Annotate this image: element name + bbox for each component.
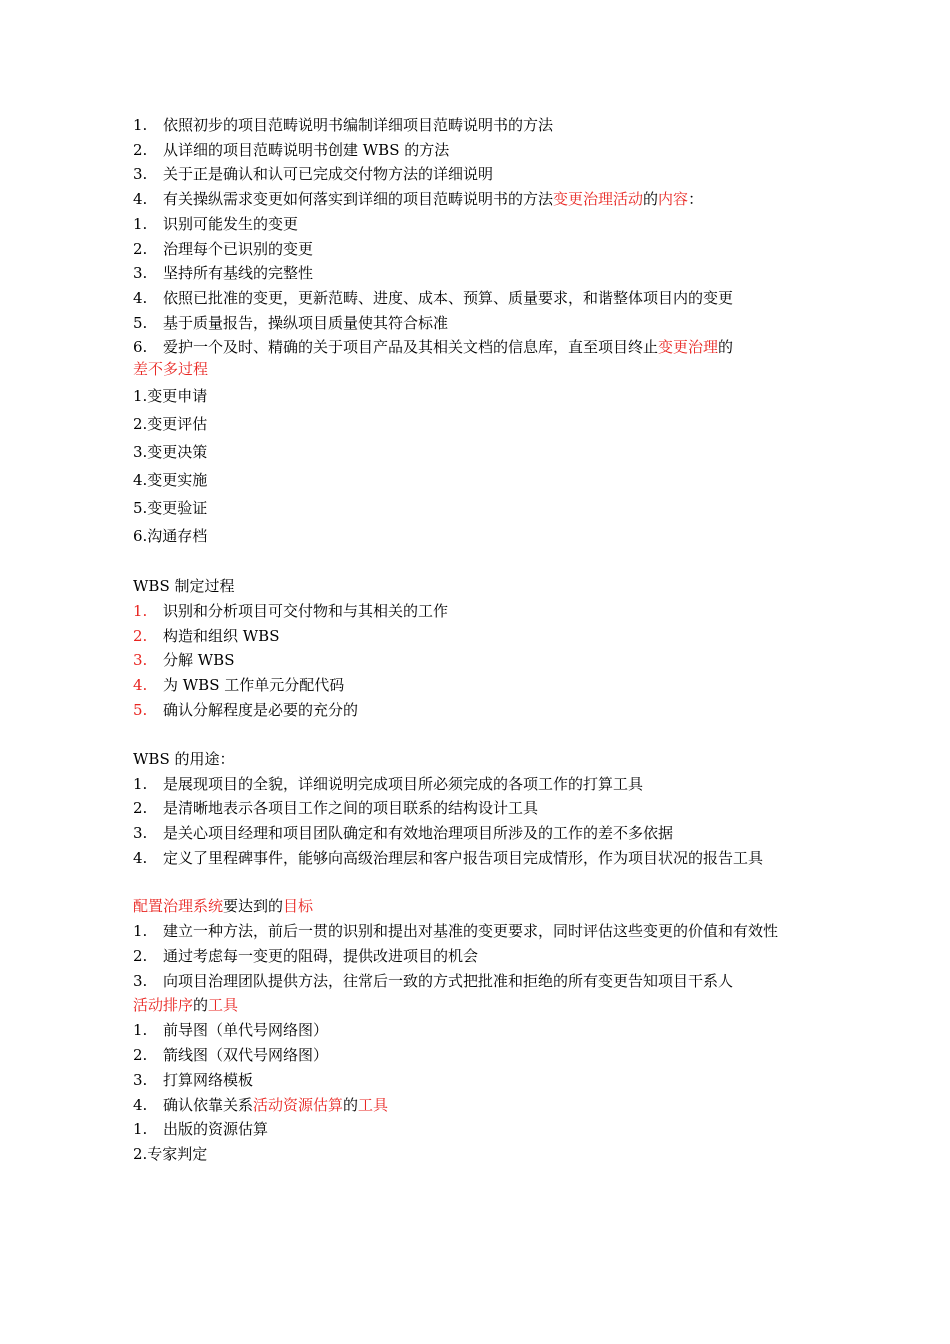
- change-activities-list: [133, 212, 823, 360]
- item-text: 出版的资源估算: [163, 1120, 269, 1139]
- item-number: 3.: [133, 165, 148, 184]
- item-number: 1.: [133, 774, 148, 793]
- item-text: 通过考虑每一变更的阻碍，提供改进项目的机会: [163, 947, 479, 966]
- item-text-part: ：: [688, 190, 704, 209]
- config-goal-list: [133, 919, 823, 993]
- item-number: 2.: [133, 239, 148, 258]
- wbs-use-heading: WBS 的用途：: [133, 749, 235, 768]
- item-text: 打算网络模板: [163, 1070, 254, 1089]
- highlight-goal: 目标: [283, 897, 314, 916]
- item-number: 1.: [133, 922, 148, 941]
- item-number: 3.: [133, 264, 148, 283]
- highlight-content: 内容: [658, 190, 689, 209]
- item-number: 1.: [133, 1120, 148, 1139]
- item-number: 1.: [133, 602, 148, 621]
- item-number: 4.: [133, 288, 148, 307]
- item-number: 2.: [133, 947, 148, 966]
- list-item: [133, 919, 823, 944]
- process-step: 4.变更实施: [133, 471, 208, 490]
- config-goal-heading: [133, 894, 823, 919]
- list-item: [133, 212, 823, 237]
- list-item: [133, 311, 823, 336]
- list-item: [133, 237, 823, 262]
- item-text: 依照初步的项目范畴说明书编制详细项目范畴说明书的方法: [163, 116, 554, 134]
- item-number: 5.: [133, 313, 148, 332]
- list-item: [133, 1018, 823, 1043]
- highlight-resource-estimate: 活动资源估算: [253, 1095, 344, 1114]
- item-number: 2.: [133, 799, 148, 818]
- scope-list: [133, 113, 823, 212]
- item-text: 建立一种方法，前后一贯的识别和提出对基准的变更要求，同时评估这些变更的价值和有效性: [163, 922, 779, 941]
- heading-part: 要达到的: [223, 897, 284, 916]
- process-step: 5.变更验证: [133, 499, 208, 518]
- item-text: 前导图（单代号网络图）: [163, 1021, 329, 1040]
- item-number: 1.: [133, 1021, 148, 1040]
- item-text: 依照已批准的变更，更新范畴、进度、成本、预算、质量要求，和谐整体项目内的变更: [163, 288, 734, 307]
- spacer: [133, 723, 823, 747]
- list-item: [133, 162, 823, 187]
- activity-sequence-heading: [133, 993, 823, 1018]
- item-number: 5.: [133, 700, 148, 719]
- item-number: 2.: [133, 626, 148, 645]
- item-text: 治理每个已识别的变更: [163, 239, 314, 258]
- item-text: 基于质量报告，操纵项目质量使其符合标准: [163, 313, 449, 332]
- item-text-part: 的: [643, 190, 659, 209]
- list-item: [133, 286, 823, 311]
- highlight-tools: 工具: [358, 1095, 389, 1114]
- item-text: 定义了里程碑事件，能够向高级治理层和客户报告项目完成情形，作为项目状况的报告工具: [163, 848, 764, 867]
- item-number: 3.: [133, 1070, 148, 1089]
- item-text: 坚持所有基线的完整性: [163, 264, 314, 283]
- item-number: 3.: [133, 651, 148, 670]
- list-item: [133, 187, 823, 212]
- list-item: [133, 821, 823, 846]
- document-page: [133, 113, 823, 1167]
- item-text-part: 爱护一个及时、精确的关于项目产品及其相关文档的信息库，直至项目终止: [163, 338, 659, 357]
- list-item: [133, 1068, 823, 1093]
- process-step: 3.变更决策: [133, 443, 208, 462]
- highlight-config-system: 配置治理系统: [133, 897, 224, 916]
- list-item: [133, 113, 823, 138]
- item-number: 4.: [133, 848, 148, 867]
- list-item: [133, 1043, 823, 1068]
- item-text: 是关心项目经理和项目团队确定和有效地治理项目所涉及的工作的差不多依据: [163, 823, 674, 842]
- list-item: [133, 944, 823, 969]
- list-item: [133, 261, 823, 286]
- item-text: 构造和组织 WBS: [163, 626, 280, 645]
- highlight-tools: 工具: [208, 996, 239, 1015]
- wbs-use-list: [133, 772, 823, 871]
- wbs-process-heading: WBS 制定过程: [133, 577, 235, 596]
- item-text: 为 WBS 工作单元分配代码: [163, 676, 345, 695]
- item-text: 是展现项目的全貌，详细说明完成项目所必须完成的各项工作的打算工具: [163, 774, 644, 793]
- process-step: 2.变更评估: [133, 415, 208, 434]
- list-item: [133, 1117, 823, 1142]
- item-text-part: 的: [343, 1095, 359, 1114]
- resource-estimate-list: [133, 1117, 823, 1142]
- list-item: [133, 698, 823, 723]
- heading-part: 的: [193, 996, 209, 1015]
- item-text: 是清晰地表示各项目工作之间的项目联系的结构设计工具: [163, 799, 539, 818]
- item-text-part: 有关操纵需求变更如何落实到详细的项目范畴说明书的方法: [163, 190, 554, 209]
- process-step: 6.沟通存档: [133, 527, 208, 546]
- process-steps: [133, 382, 823, 550]
- process-step: 1.变更申请: [133, 387, 208, 406]
- item-number: 2.: [133, 1046, 148, 1065]
- item-text: 向项目治理团队提供方法，往常后一致的方式把批准和拒绝的所有变更告知项目干系人: [163, 971, 734, 990]
- list-item: [133, 772, 823, 797]
- item-number: 3.: [133, 823, 148, 842]
- highlight-change-management: 变更治理活动: [553, 190, 644, 209]
- item-text: [163, 335, 823, 360]
- list-item: [133, 673, 823, 698]
- item-number: 4.: [133, 1095, 148, 1114]
- item-text: 从详细的项目范畴说明书创建 WBS 的方法: [163, 140, 450, 159]
- item-number: 4.: [133, 676, 148, 695]
- item-number: 3.: [133, 971, 148, 990]
- process-heading: 差不多过程: [133, 360, 209, 379]
- resource-estimate-last-line: 2.专家判定: [133, 1144, 208, 1163]
- list-item: [133, 138, 823, 163]
- spacer: [133, 550, 823, 574]
- item-number: 1.: [133, 214, 148, 233]
- item-text: 分解 WBS: [163, 651, 235, 670]
- activity-sequence-list: [133, 1018, 823, 1117]
- item-text: [163, 187, 823, 212]
- item-number: 6.: [133, 338, 148, 357]
- item-number: 2.: [133, 140, 148, 159]
- list-item: [133, 599, 823, 624]
- item-number: 1.: [133, 116, 148, 134]
- list-item: [133, 1093, 823, 1118]
- item-text: 识别和分析项目可交付物和与其相关的工作: [163, 602, 449, 621]
- item-text: 箭线图（双代号网络图）: [163, 1046, 329, 1065]
- list-item: [133, 335, 823, 360]
- spacer: [133, 870, 823, 894]
- item-text-part: 确认依靠关系: [163, 1095, 254, 1114]
- item-text: 识别可能发生的变更: [163, 214, 299, 233]
- list-item: [133, 796, 823, 821]
- wbs-process-list: [133, 599, 823, 723]
- highlight-activity-sequencing: 活动排序: [133, 996, 194, 1015]
- list-item: [133, 969, 823, 994]
- item-number: 4.: [133, 190, 148, 209]
- highlight-change-management: 变更治理: [658, 338, 719, 357]
- item-text: 确认分解程度是必要的充分的: [163, 700, 359, 719]
- item-text-part: 的: [718, 338, 734, 357]
- list-item: [133, 648, 823, 673]
- list-item: [133, 846, 823, 871]
- item-text: 关于正是确认和认可已完成交付物方法的详细说明: [163, 165, 494, 184]
- list-item: [133, 624, 823, 649]
- item-text: [163, 1093, 823, 1118]
